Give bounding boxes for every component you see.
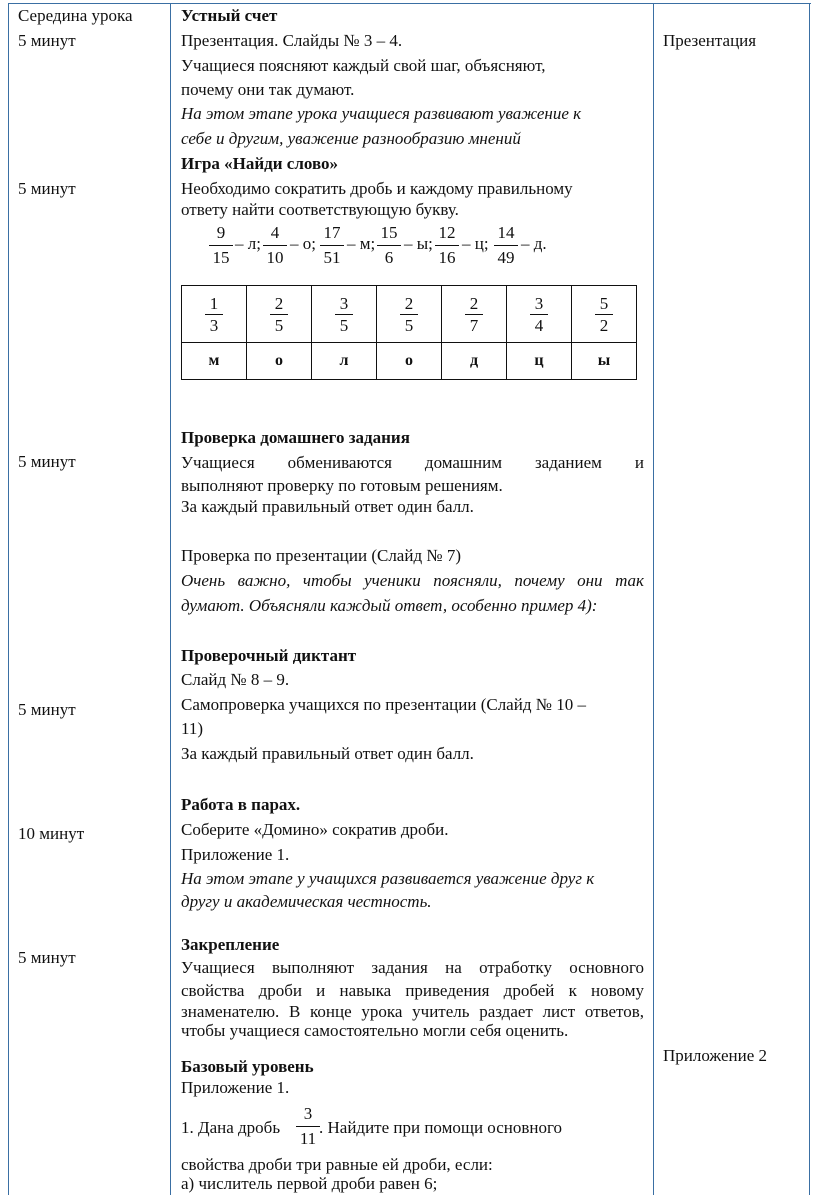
dictation-line: За каждый правильный ответ один балл. <box>181 744 474 763</box>
answer-letter-cell: ы <box>572 343 637 380</box>
basic-task-prefix: 1. Дана дробь <box>181 1118 281 1137</box>
dictation-line: 11) <box>181 719 204 738</box>
consolidation-line: знаменателю. В конце урока учитель раздает лист ответов, <box>181 1002 644 1021</box>
time-label: 5 минут <box>18 948 76 967</box>
fraction: 15 6 <box>374 223 404 268</box>
basic-task-suffix: . Найдите при помощи основного <box>319 1118 563 1137</box>
table-border-right <box>809 3 810 1195</box>
fraction: 4 10 <box>260 223 290 268</box>
pairs-note: другу и академическая честность. <box>181 892 432 911</box>
answer-fraction-cell: $\frac{2}{5}$ <box>377 286 442 343</box>
fraction-label: – л; <box>235 234 261 253</box>
answer-letter-cell: ц <box>507 343 572 380</box>
pairs-line: Приложение 1. <box>181 845 290 864</box>
basic-line: свойства дроби три равные ей дроби, если: <box>181 1155 493 1174</box>
answer-fraction-cell: $\frac{1}{3}$ <box>182 286 247 343</box>
dictation-line: Слайд № 8 – 9. <box>181 670 290 689</box>
oral-line: почему они так думают. <box>181 80 355 99</box>
answer-fraction-cell: $\frac{3}{5}$ <box>312 286 377 343</box>
homework-line: Учащиеся обмениваются домашним заданием и <box>181 453 644 472</box>
consolidation-line: Учащиеся выполняют задания на отработку основного <box>181 958 644 977</box>
stage-header: Середина урока <box>18 6 133 25</box>
homework-line: выполняют проверку по готовым решениям. <box>181 476 503 495</box>
homework-line: Проверка по презентации (Слайд № 7) <box>181 546 461 565</box>
fraction-label: – ы; <box>404 234 433 253</box>
fraction: 14 49 <box>491 223 521 268</box>
answer-letter-cell: л <box>312 343 377 380</box>
pairs-title: Работа в парах. <box>181 795 301 814</box>
fraction-label: – м; <box>347 234 376 253</box>
fraction-label: – о; <box>290 234 316 253</box>
homework-line: За каждый правильный ответ один балл. <box>181 497 474 516</box>
fraction-label: – ц; <box>462 234 489 253</box>
oral-note: себе и другим, уважение разнообразию мнений <box>181 129 521 148</box>
fraction: 17 51 <box>317 223 347 268</box>
answer-letter-cell: о <box>247 343 312 380</box>
oral-title: Устный счет <box>181 6 278 25</box>
game-title: Игра «Найди слово» <box>181 154 339 173</box>
fraction: 9 15 <box>206 223 236 268</box>
pairs-note: На этом этапе у учащихся развивается уважение друг к <box>181 869 595 888</box>
dictation-line: Самопроверка учащихся по презентации (Слайд № 10 – <box>181 695 586 714</box>
answer-letter-cell: м <box>182 343 247 380</box>
basic-line: Приложение 1. <box>181 1078 290 1097</box>
column-divider-time <box>170 3 171 1195</box>
game-line: Необходимо сократить дробь и каждому правильному <box>181 179 573 198</box>
table-border-top <box>8 3 811 4</box>
consolidation-title: Закрепление <box>181 935 280 954</box>
time-label: 10 минут <box>18 824 85 843</box>
basic-title: Базовый уровень <box>181 1057 314 1076</box>
time-label: 5 минут <box>18 452 76 471</box>
homework-title: Проверка домашнего задания <box>181 428 410 447</box>
table-border-left <box>8 3 9 1195</box>
oral-note: На этом этапе урока учащиеся развивают уважение к <box>181 104 582 123</box>
answer-letter-cell: д <box>442 343 507 380</box>
homework-note: Очень важно, чтобы ученики поясняли, почему они так <box>181 571 644 590</box>
time-label: 5 минут <box>18 179 76 198</box>
answer-letter-cell: о <box>377 343 442 380</box>
time-label: 5 минут <box>18 700 76 719</box>
answer-fraction-cell: $\frac{2}{5}$ <box>247 286 312 343</box>
task-fraction: 3 11 <box>293 1104 323 1149</box>
game-line: ответу найти соответствующую букву. <box>181 200 459 219</box>
answer-fraction-cell: $\frac{5}{2}$ <box>572 286 637 343</box>
oral-line: Учащиеся поясняют каждый свой шаг, объясняют, <box>181 56 546 75</box>
oral-line: Презентация. Слайды № 3 – 4. <box>181 31 403 50</box>
resource-appendix-2: Приложение 2 <box>663 1046 767 1065</box>
column-divider-resources <box>653 3 654 1195</box>
dictation-title: Проверочный диктант <box>181 646 357 665</box>
answer-table <box>181 285 637 380</box>
answer-fraction-cell: $\frac{3}{4}$ <box>507 286 572 343</box>
resource-presentation: Презентация <box>663 31 757 50</box>
fraction: 12 16 <box>432 223 462 268</box>
homework-note: думают. Объясняли каждый ответ, особенно пример 4): <box>181 596 598 615</box>
consolidation-line: свойства дроби и навыка приведения дробей к новому <box>181 981 644 1000</box>
answer-fraction-cell: $\frac{2}{7}$ <box>442 286 507 343</box>
pairs-line: Соберите «Домино» сократив дроби. <box>181 820 449 839</box>
basic-line: а) числитель первой дроби равен 6; <box>181 1174 438 1193</box>
consolidation-line: чтобы учащиеся самостоятельно могли себя оценить. <box>181 1021 569 1040</box>
time-label: 5 минут <box>18 31 76 50</box>
fraction-label: – д. <box>521 234 547 253</box>
